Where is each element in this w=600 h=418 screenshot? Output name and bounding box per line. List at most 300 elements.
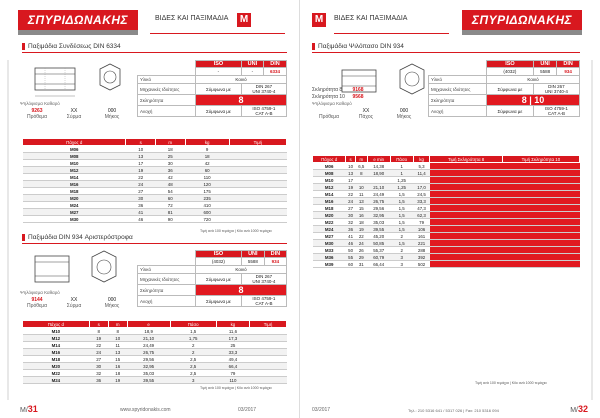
table-cell [229,160,286,167]
table-cell: 30 [126,195,156,202]
table-cell: 41 [346,233,356,240]
table-row [313,163,580,170]
table-cell: 1,5 [390,198,413,205]
table-row [23,363,287,370]
table-cell: 19 [346,184,356,191]
table-row [313,177,580,184]
std-din: DIN [264,61,287,68]
table-cell [430,191,502,198]
size-cell: M10 [23,160,126,167]
size-cell: M08 [313,170,346,177]
table-cell: 45,20 [367,233,390,240]
table-cell: 36 [155,167,185,174]
nut-drawing [30,60,130,105]
table-cell: 161 [413,233,430,240]
size-cell: M12 [23,167,126,174]
category-title: ΒΙΔΕΣ ΚΑΙ ΠΑΞΙΜΑΔΙΑ [155,15,229,22]
table-row [23,342,287,349]
table-cell: 18 [355,219,367,226]
table-cell: 1,5 [390,219,413,226]
table-cell: 5,3 [413,163,430,170]
table-row [23,335,287,342]
table-cell: 24,5 [413,191,430,198]
table-cell: 29,56 [127,356,170,363]
table-cell: 24,49 [367,191,390,198]
table-cell: 32 [89,370,108,377]
table-cell: 60 [346,261,356,268]
std-uni-code: 5588 [241,258,264,266]
std-iso-code: - [196,68,242,76]
table-cell: 221 [413,240,430,247]
table-row [23,377,287,384]
table-cell: 288 [413,247,430,254]
table-cell [502,233,579,240]
class-label-10: Σκληρότητα 10 [312,94,345,100]
brand-logo: ΣΠΥΡΙΔΩΝΑΚΗΣ [462,10,582,30]
table-note: Τιμή ανά 100 τεμάχια | Kilo ανά 1000 τεμάχια [475,381,547,385]
code-label-prefix: Πρόθεμα [26,303,48,309]
table-cell: 27 [126,188,156,195]
size-cell: M06 [23,146,126,153]
std-uni-code: 5588 [533,68,556,76]
table-cell: 26,75 [367,198,390,205]
page-prefix: M/ [570,407,578,414]
header-rule [334,33,449,34]
section-title-text: Παξιμάδια Ψιλόπασο DIN 934 [318,43,404,51]
table-cell: 2,5 [170,363,216,370]
table-cell [430,163,502,170]
table-cell: 27 [346,205,356,212]
table-cell: 1,25 [390,177,413,184]
table-cell: 18,90 [367,170,390,177]
table-cell: 10 [346,163,356,170]
table-cell: 35,03 [127,370,170,377]
table-cell [229,153,286,160]
table-cell: 90 [155,216,185,223]
mechanical-according: Σύμφωνα με [196,274,242,285]
table-cell: 42 [155,174,185,181]
table-cell: 81 [155,209,185,216]
table-cell [502,247,579,254]
table-cell: 2 [390,247,413,254]
table-cell: 32 [346,219,356,226]
nut-drawing [30,250,130,295]
table-note: Τιμή ανά 100 τεμάχια | Kilo ανά 1000 τεμάχια [200,386,272,390]
table-cell [229,174,286,181]
table-cell: 48 [155,181,185,188]
column-header: kg [185,139,229,146]
table-cell [430,254,502,261]
table-cell: 60 [155,195,185,202]
column-header: Πάσο [170,321,216,328]
std-uni: UNI [241,61,263,68]
table-cell: 22 [346,191,356,198]
std-iso-code: (4032) [196,258,242,266]
table-cell: 42 [185,160,229,167]
tolerance-according: Σύμφωνα με [487,106,534,117]
table-cell [250,328,287,335]
material-value: Κοινό [196,76,287,84]
table-cell [502,226,579,233]
table-cell [250,370,287,377]
table-row [23,195,287,202]
table-cell: 22 [89,342,108,349]
category-title: ΒΙΔΕΣ ΚΑΙ ΠΑΞΙΜΑΔΙΑ [334,15,408,22]
column-header: m [355,156,367,163]
table-cell [502,177,579,184]
table-cell: 21,10 [127,335,170,342]
table-cell [229,209,286,216]
table-cell: 50,85 [367,240,390,247]
brand-underline [462,30,582,35]
table-cell: 1,5 [390,212,413,219]
tolerance-label: Ανοχή [429,106,487,117]
page-prefix: M/ [20,407,28,414]
section-rule [22,52,287,53]
tolerance-value: ISO 4759-1 CAT A-B [241,106,286,117]
table-cell: 41 [126,209,156,216]
table-row [313,184,580,191]
table-row [313,205,580,212]
size-cell: M30 [23,216,126,223]
table-cell: 600 [185,209,229,216]
brand-underline [18,30,138,35]
table-cell: 11,4 [413,170,430,177]
table-cell [502,191,579,198]
table-cell: 410 [185,202,229,209]
size-cell: M22 [23,370,90,377]
mechanical-according: Σύμφωνα με [487,84,534,95]
column-header: Πάχος d [313,156,346,163]
table-cell: 2,5 [170,356,216,363]
table-cell [430,247,502,254]
mechanical-label: Μηχανικές Ιδιότητες [429,84,487,95]
table-cell [229,202,286,209]
column-header: s [126,139,156,146]
hardness-value: 8 | 10 [487,95,580,106]
size-cell: M20 [23,363,90,370]
material-value: Κοινό [487,76,580,84]
table-row [313,261,580,268]
size-cell: M06 [313,163,346,170]
table-cell: 31 [355,261,367,268]
size-cell: M24 [313,226,346,233]
size-cell: M36 [313,254,346,261]
order-code-labels [312,114,422,120]
column-header: Πάχος d [23,139,126,146]
std-iso: ISO [196,61,242,68]
table-row [23,160,287,167]
table-cell: 235 [185,195,229,202]
table-cell [430,198,502,205]
dimensions-table [22,138,287,223]
page-number [20,404,38,414]
table-cell: 2 [170,349,216,356]
table-cell: 79 [413,219,430,226]
page-number-value: 32 [577,404,588,414]
order-code-labels [20,114,130,120]
table-cell [229,216,286,223]
table-cell: 36 [346,226,356,233]
table-cell: 3 [390,261,413,268]
table-cell: 32,95 [127,363,170,370]
code-length: 000 [399,108,409,114]
size-cell: M12 [313,184,346,191]
table-cell [502,170,579,177]
table-row [23,328,287,335]
table-row [23,174,287,181]
std-uni-code: - [241,68,263,76]
column-header: e min [367,156,390,163]
table-cell: 2 [170,342,216,349]
table-cell [229,146,286,153]
table-cell: 46 [126,216,156,223]
table-cell: 19 [108,377,127,384]
table-row [23,167,287,174]
section-title-text: Παξιμάδια Συνδέσεως DIN 6334 [28,43,121,51]
size-cell: M20 [23,195,126,202]
table-cell: 27 [89,356,108,363]
table-cell [250,335,287,342]
table-cell: 36 [126,202,156,209]
table-cell [250,356,287,363]
table-cell: 15 [355,205,367,212]
footer-date: 03/2017 [238,407,257,413]
table-note: Τιμή ανά 100 τεμάχια | Kilo ανά 1000 τεμάχια [200,229,272,233]
order-code-labels [20,303,130,309]
table-cell: 3 [170,377,216,384]
table-cell: 8 [355,170,367,177]
table-cell: 10 [108,335,127,342]
table-cell [229,195,286,202]
code-wire: XX [70,108,78,114]
table-cell: 22 [126,174,156,181]
table-cell: 30 [346,212,356,219]
std-uni: UNI [533,61,556,68]
m-logo-icon: M [237,13,251,27]
table-row [23,181,287,188]
code-label-length: Μήκος [104,303,120,309]
table-header-row [23,321,287,328]
table-row [313,191,580,198]
code-length: 000 [107,297,117,303]
table-cell: 2 [390,233,413,240]
table-cell: 1,5 [390,205,413,212]
class-row [312,94,372,100]
code-wire: XX [362,108,370,114]
code-label-wire: Σύρμα [66,303,82,309]
table-cell [229,181,286,188]
page-number-value: 31 [27,404,38,414]
table-cell [430,219,502,226]
table-cell: 35,03 [367,219,390,226]
table-cell: 24 [346,198,356,205]
std-din-code: 934 [264,258,286,266]
table-cell: 110 [216,377,249,384]
mechanical-value: DIN 267 UNI 3740-4 [533,84,579,95]
size-cell: M30 [313,240,346,247]
size-cell: M24 [23,377,90,384]
table-cell [229,167,286,174]
table-cell: 13 [355,198,367,205]
table-cell: 15 [108,356,127,363]
table-cell: 17,0 [413,184,430,191]
table-header-row [23,139,287,146]
tolerance-label: Ανοχή [138,106,196,117]
material-label: Υλικό [138,76,196,84]
table-cell: 25 [155,153,185,160]
side-strip [4,60,12,400]
mechanical-label: Μηχανικές Ιδιότητες [138,274,196,285]
table-cell: 25 [216,342,249,349]
table-cell: 55 [346,254,356,261]
table-cell: 55,37 [367,247,390,254]
table-cell: 21,10 [367,184,390,191]
table-cell: 24 [89,349,108,356]
table-cell [367,177,390,184]
column-header: Τιμή [229,139,286,146]
table-cell [502,240,579,247]
table-cell: 17,3 [216,335,249,342]
hardness-label: Σκληρότητα [429,95,487,106]
size-cell: M08 [23,153,126,160]
table-row [23,146,287,153]
size-cell: M16 [23,349,90,356]
table-row [313,219,580,226]
table-cell [430,170,502,177]
tolerance-according: Σύμφωνα με [196,106,242,117]
table-cell: 66,44 [367,261,390,268]
brand-logo: ΣΠΥΡΙΔΩΝΑΚΗΣ [18,10,138,30]
size-cell: M16 [313,198,346,205]
header-rule [150,33,285,34]
tolerance-value: ISO 4759-1 CAT A-B [533,106,579,117]
table-cell: 79 [216,370,249,377]
table-cell [430,184,502,191]
m-logo-icon: M [312,13,326,27]
table-cell [430,261,502,268]
column-header: m [155,139,185,146]
size-cell: M27 [313,233,346,240]
section-title-text: Παξιμάδια DIN 934 Αριστερόστροφα [28,234,133,242]
std-din: DIN [264,251,286,258]
table-cell: 30 [155,160,185,167]
table-row [313,226,580,233]
table-cell: 11 [108,342,127,349]
table-cell: 106 [413,226,430,233]
footer-url[interactable]: www.spyridonakis.com [120,407,171,413]
table-cell: 66,4 [216,363,249,370]
table-cell: 13 [108,349,127,356]
size-cell: M14 [313,191,346,198]
table-cell [229,188,286,195]
table-row [313,240,580,247]
column-header: Τιμή [250,321,287,328]
table-cell: 36 [89,377,108,384]
mechanical-according: Σύμφωνα με [196,84,242,95]
table-cell: 24,49 [127,342,170,349]
size-cell: M10 [23,328,90,335]
table-cell: 19 [89,335,108,342]
column-header: s [89,321,108,328]
size-cell: M10 [313,177,346,184]
size-cell: M16 [23,181,126,188]
table-cell: 1,5 [390,240,413,247]
code-label-wire: Σύρμα [66,114,82,120]
table-cell: 1 [390,163,413,170]
table-cell [430,212,502,219]
table-cell: 50 [346,247,356,254]
size-cell: M20 [313,212,346,219]
section-rule [22,243,287,244]
size-cell: M18 [23,188,126,195]
std-iso-code: (4032) [487,68,534,76]
hardness-value: 8 [196,285,287,296]
table-row [313,212,580,219]
table-row [313,254,580,261]
fish-label: Ψηλόφισμα Καθαρό [20,290,60,295]
size-cell: M33 [313,247,346,254]
table-cell: 110 [185,174,229,181]
code-label-length: Μήκος [396,114,412,120]
code-length: 000 [107,108,117,114]
table-row [23,370,287,377]
mechanical-value: DIN 267 UNI 3740-4 [241,84,286,95]
mechanical-value: DIN 267 UNI 3740-4 [241,274,286,285]
class-code-8: 9168 [352,87,364,93]
table-cell [355,177,367,184]
section-title [22,43,121,50]
table-header-row [313,156,580,163]
table-row [23,209,287,216]
dimensions-table [312,155,580,268]
page-number [570,404,588,414]
footer-date: 03/2017 [312,407,331,413]
std-iso: ISO [196,251,242,258]
fish-label: Ψηλόφισμα Καθαρό [312,101,352,106]
table-cell: 33,3 [216,349,249,356]
material-value: Κοινό [196,266,287,274]
table-row [313,247,580,254]
table-cell: 29,56 [367,205,390,212]
class-row [312,87,372,93]
table-cell: 18 [155,146,185,153]
size-cell: M12 [23,335,90,342]
table-row [23,188,287,195]
table-cell [430,240,502,247]
right-page [300,0,600,418]
std-iso: ISO [487,61,534,68]
table-cell: 1,25 [390,184,413,191]
table-cell: 2,5 [170,370,216,377]
standards-table [428,60,580,117]
table-cell: 29 [355,254,367,261]
table-cell: 392 [413,254,430,261]
column-header: m [108,321,127,328]
table-cell: 502 [413,261,430,268]
table-cell: 10 [126,146,156,153]
table-row [23,153,287,160]
code-label-thickness: Πάχος [358,114,374,120]
code-label-prefix: Πρόθεμα [26,114,48,120]
column-header: s [346,156,356,163]
table-cell: 1,75 [170,335,216,342]
table-cell: 13 [126,153,156,160]
table-cell [250,377,287,384]
std-din: DIN [557,61,580,68]
table-cell [502,198,579,205]
table-row [23,216,287,223]
